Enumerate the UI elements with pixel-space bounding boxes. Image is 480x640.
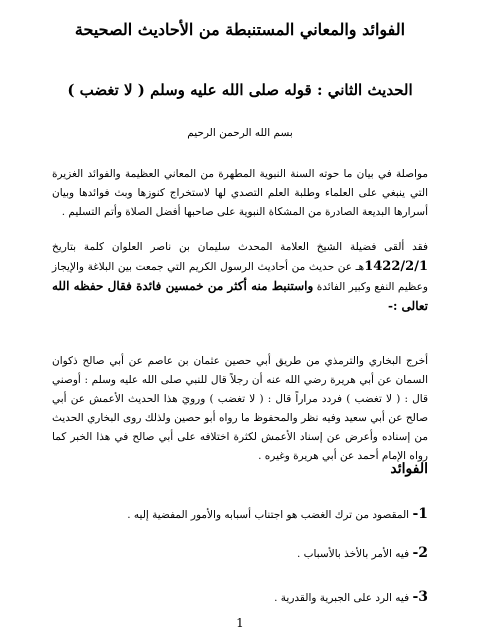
hadith-subtitle: الحديث الثاني : قوله صلى الله عليه وسلم ( لا تغضب ) [67, 81, 413, 99]
intro-paragraph: مواصلة في بيان ما حوته السنة النبوية المطهرة من المعاني العظيمة والفوائد الغزيرة التي ينبغي على العلماء وطلبة العلم التصدي لها لاستخراج كنوزها وبث فوائدها وبيان أسرارها البديعة الصادرة من المشكاة النبوية على صاحبها أفضل الصلاة وأتم التسليم . [52, 168, 428, 218]
hadith-narration-paragraph: أخرج البخاري والترمذي من طريق أبي حصين عثمان بن عاصم عن أبي صالح ذكوان السمان عن أبي هريرة رضي الله عنه أن رجلاً قال للنبي صلى الله عليه وسلم : أوصني قال : ( لا تغضب ) فردد مراراً قال : ( لا تغضب ) ورويَ هذا الحديث الأعمش عن أبي صالح عن أبي سعيد وفيه نظر والمحفوظ ما رواه أبو حصين ولذلك روى البخاري الحديث من إسناده وأعرض عن إسناد الأعمش لكثرة اختلافه على أبي صالح في هذا الخبر كما رواه الإمام أحمد عن أبي هريرة وغيره . [52, 355, 428, 462]
document-title: الفوائد والمعاني المستنبطة من الأحاديث الصحيحة [74, 20, 406, 39]
lecture-mid-text: هـ عن حديث من أحاديث الرسول الكريم التي جمعت بين البلاغة والإيجاز وعظيم النفع وكبير الفائدة [52, 261, 428, 293]
benefit-number: 3- [412, 589, 428, 605]
lecture-intro-text: فقد ألقى فضيلة الشيخ العلامة المحدث سليمان بن ناصر العلوان كلمة بتاريخ [52, 241, 428, 253]
lecture-emphasis-text: واستنبط منه أكثر من خمسين فائدة فقال حفظه الله تعالى :- [52, 279, 428, 313]
benefits-heading: الفوائد [390, 461, 428, 477]
basmala: بسم الله الرحمن الرحيم [187, 127, 293, 139]
benefit-text: فيه الأمر بالأخذ بالأسباب . [296, 548, 410, 560]
lecture-paragraph [52, 238, 428, 317]
benefit-text: المقصود من ترك الغضب هو اجتناب أسبابه والأمور المفضية إليه . [127, 509, 410, 521]
benefit-number: 2- [412, 545, 428, 561]
lecture-date: 1422/2/1 [364, 259, 428, 274]
benefit-item [52, 589, 428, 605]
benefit-text: فيه الرد على الجبرية والقدرية . [274, 592, 410, 604]
page-number: 1 [236, 616, 244, 630]
benefit-item [52, 506, 428, 522]
benefit-item [52, 545, 428, 561]
benefit-number: 1- [412, 506, 428, 522]
